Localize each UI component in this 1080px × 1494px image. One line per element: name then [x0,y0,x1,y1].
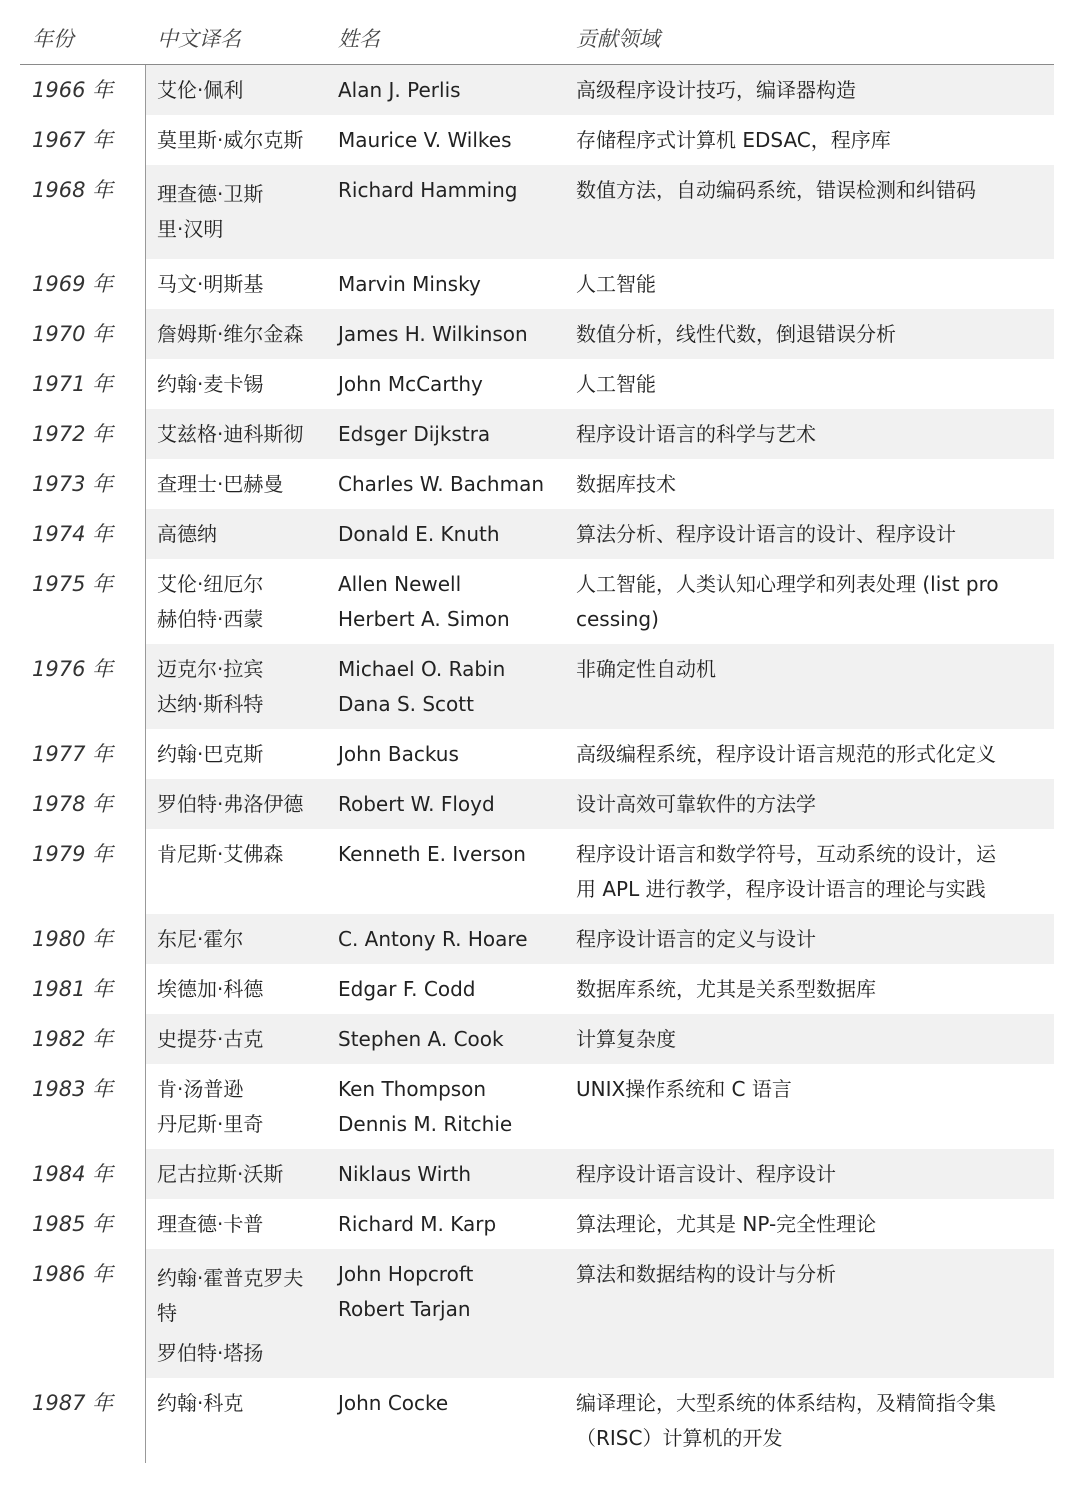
table-body [20,65,1054,1463]
field-cell [565,914,1054,964]
chinese-name-cell [146,115,327,165]
chinese-name-line: 约翰·霍普克罗夫 [157,1266,304,1290]
year-cell: 1972 年 [20,409,146,459]
table-row [20,729,1054,779]
chinese-name: 约翰·巴克斯 [157,742,264,766]
field-cell [565,309,1054,359]
year-cell: 1985 年 [20,1199,146,1249]
field-line: 程序设计语言的科学与艺术 [576,422,816,446]
header-chinese-name: 中文译名 [157,27,241,51]
person-name: Stephen A. Cook [338,1027,504,1051]
field-cell [565,1199,1054,1249]
chinese-name: 约翰·科克 [157,1391,244,1415]
name-cell [327,559,565,644]
table-row [20,779,1054,829]
field-line: 数据库技术 [576,472,676,496]
name-cell [327,644,565,729]
field-line: 编译理论，大型系统的体系结构，及精简指令集 [576,1390,996,1415]
table-row [20,259,1054,309]
chinese-name [157,177,327,247]
table-row [20,914,1054,964]
year-cell: 1967 年 [20,115,146,165]
chinese-name-cell [146,914,327,964]
field-cell [565,1064,1054,1149]
chinese-name-cell [146,409,327,459]
chinese-name: 查理士·巴赫曼 [157,472,284,496]
chinese-name-cell [146,1014,327,1064]
table-row [20,509,1054,559]
chinese-name-cell [146,1149,327,1199]
chinese-name-cell [146,729,327,779]
chinese-name-line: 里·汉明 [157,217,224,241]
name-cell [327,729,565,779]
person-name: Marvin Minsky [338,272,481,296]
field-cell [565,779,1054,829]
chinese-name-cell [146,65,327,115]
table-row [20,409,1054,459]
person-name: Allen Newell [338,572,462,596]
name-cell [327,1199,565,1249]
year-cell: 1979 年 [20,829,146,914]
person-name: Edgar F. Codd [338,977,476,1001]
chinese-name: 赫伯特·西蒙 [157,607,264,631]
field-cell [565,729,1054,779]
table-row [20,829,1054,914]
person-name: John McCarthy [338,372,483,396]
person-name: Ken Thompson [338,1077,487,1101]
chinese-name: 东尼·霍尔 [157,927,244,951]
field-cell [565,559,1054,644]
field-line: 数值方法，自动编码系统，错误检测和纠错码 [576,178,976,202]
name-cell [327,1249,565,1378]
chinese-name-cell [146,259,327,309]
name-cell [327,914,565,964]
name-cell [327,779,565,829]
table-row [20,1014,1054,1064]
year-cell: 1971 年 [20,359,146,409]
person-name: Niklaus Wirth [338,1162,471,1186]
person-name: John Cocke [338,1391,449,1415]
table-row [20,165,1054,259]
chinese-name: 迈克尔·拉宾 [157,657,264,681]
year-cell: 1973 年 [20,459,146,509]
field-cell [565,259,1054,309]
chinese-name: 达纳·斯科特 [157,692,264,716]
chinese-name-line: 理查德·卫斯 [157,182,264,206]
field-cell [565,1014,1054,1064]
chinese-name: 史提芬·古克 [157,1027,264,1051]
chinese-name-cell [146,644,327,729]
field-cell [565,829,1054,914]
year-cell: 1981 年 [20,964,146,1014]
field-cell [565,1378,1054,1463]
field-line: 数据库系统，尤其是关系型数据库 [576,977,876,1001]
person-name: Kenneth E. Iverson [338,842,526,866]
name-cell [327,409,565,459]
field-line: 人工智能 [576,372,656,396]
field-cell [565,964,1054,1014]
chinese-name: 丹尼斯·里奇 [157,1112,264,1136]
field-line: 数值分析，线性代数，倒退错误分析 [576,322,896,346]
name-cell [327,1014,565,1064]
person-name: Herbert A. Simon [338,607,510,631]
name-cell [327,1064,565,1149]
header-name: 姓名 [338,27,380,51]
person-name: Maurice V. Wilkes [338,128,512,152]
year-cell: 1984 年 [20,1149,146,1199]
chinese-name: 莫里斯·威尔克斯 [157,128,304,152]
field-cell [565,115,1054,165]
chinese-name-cell [146,309,327,359]
chinese-name: 肯尼斯·艾佛森 [157,842,284,866]
chinese-name-line: 特 [157,1301,177,1325]
chinese-name-cell [146,509,327,559]
year-cell: 1970 年 [20,309,146,359]
chinese-name: 理查德·卡普 [157,1212,264,1236]
year-cell: 1968 年 [20,165,146,259]
chinese-name-cell [146,1199,327,1249]
year-cell: 1974 年 [20,509,146,559]
chinese-name: 艾伦·佩利 [157,78,244,102]
year-cell: 1983 年 [20,1064,146,1149]
field-line: 算法分析、程序设计语言的设计、程序设计 [576,522,956,546]
chinese-name: 约翰·麦卡锡 [157,372,264,396]
chinese-name [157,1261,327,1331]
person-name: James H. Wilkinson [338,322,528,346]
table-row [20,644,1054,729]
field-cell [565,409,1054,459]
chinese-name-cell [146,165,327,259]
field-line: 程序设计语言和数学符号，互动系统的设计，运 [576,841,996,866]
field-line: 人工智能，人类认知心理学和列表处理 (list pro [576,571,999,596]
person-name: John Backus [338,742,459,766]
table-row [20,115,1054,165]
chinese-name-cell [146,829,327,914]
chinese-name: 马文·明斯基 [157,272,264,296]
turing-award-table [20,12,1054,1463]
name-cell [327,115,565,165]
chinese-name-cell [146,1249,327,1378]
year-cell: 1976 年 [20,644,146,729]
chinese-name: 肯·汤普逊 [157,1077,244,1101]
field-cell [565,65,1054,115]
chinese-name: 罗伯特·塔扬 [157,1341,264,1365]
field-cell [565,459,1054,509]
table-row [20,1064,1054,1149]
table-row [20,1199,1054,1249]
field-line: 程序设计语言的定义与设计 [576,927,816,951]
field-line: 人工智能 [576,272,656,296]
name-cell [327,309,565,359]
person-name: Robert W. Floyd [338,792,495,816]
chinese-name: 艾兹格·迪科斯彻 [157,422,304,446]
table-row [20,309,1054,359]
field-line: 设计高效可靠软件的方法学 [576,792,816,816]
field-line: 存储程序式计算机 EDSAC，程序库 [576,128,891,152]
chinese-name-cell [146,459,327,509]
year-cell: 1987 年 [20,1378,146,1463]
field-line: （RISC）计算机的开发 [576,1425,783,1450]
name-cell [327,259,565,309]
field-cell [565,1249,1054,1378]
table-row [20,1249,1054,1378]
field-cell [565,509,1054,559]
field-cell [565,644,1054,729]
field-cell [565,1149,1054,1199]
person-name: C. Antony R. Hoare [338,927,528,951]
name-cell [327,165,565,259]
name-cell [327,1149,565,1199]
field-line: cessing) [576,606,659,631]
chinese-name: 高德纳 [157,522,217,546]
field-line: 非确定性自动机 [576,657,716,681]
chinese-name-cell [146,779,327,829]
person-name: Edsger Dijkstra [338,422,491,446]
table-row [20,459,1054,509]
name-cell [327,359,565,409]
field-line: 计算复杂度 [576,1027,676,1051]
chinese-name-cell [146,1378,327,1463]
field-line: UNIX操作系统和 C 语言 [576,1077,792,1101]
table-header [20,12,1054,65]
name-cell [327,509,565,559]
field-line: 程序设计语言设计、程序设计 [576,1162,836,1186]
year-cell: 1975 年 [20,559,146,644]
person-name: Richard M. Karp [338,1212,497,1236]
chinese-name-cell [146,964,327,1014]
field-cell [565,165,1054,259]
person-name: Michael O. Rabin [338,657,506,681]
chinese-name: 詹姆斯·维尔金森 [157,322,304,346]
name-cell [327,65,565,115]
chinese-name-cell [146,359,327,409]
name-cell [327,459,565,509]
field-line: 高级编程系统，程序设计语言规范的形式化定义 [576,742,996,766]
field-line: 算法和数据结构的设计与分析 [576,1262,836,1286]
person-name: Charles W. Bachman [338,472,545,496]
field-line: 用 APL 进行教学，程序设计语言的理论与实践 [576,876,986,901]
year-cell: 1980 年 [20,914,146,964]
name-cell [327,964,565,1014]
table-row [20,359,1054,409]
chinese-name-cell [146,559,327,644]
person-name: Donald E. Knuth [338,522,500,546]
year-cell: 1969 年 [20,259,146,309]
name-cell [327,829,565,914]
field-cell [565,359,1054,409]
table-row [20,559,1054,644]
chinese-name: 尼古拉斯·沃斯 [157,1162,284,1186]
table-row [20,65,1054,115]
year-cell: 1966 年 [20,65,146,115]
year-cell: 1978 年 [20,779,146,829]
person-name: Richard Hamming [338,178,518,202]
person-name: Alan J. Perlis [338,78,461,102]
person-name: Dana S. Scott [338,692,474,716]
field-line: 算法理论，尤其是 NP-完全性理论 [576,1212,877,1236]
field-line: 高级程序设计技巧，编译器构造 [576,78,856,102]
chinese-name: 艾伦·纽厄尔 [157,572,264,596]
table-row [20,964,1054,1014]
chinese-name: 埃德加·科德 [157,977,264,1001]
table-row [20,1378,1054,1463]
year-cell: 1977 年 [20,729,146,779]
chinese-name-cell [146,1064,327,1149]
year-cell: 1986 年 [20,1249,146,1378]
header-field: 贡献领域 [576,27,660,51]
person-name: Dennis M. Ritchie [338,1112,513,1136]
header-year: 年份 [32,27,74,51]
person-name: John Hopcroft [338,1262,474,1286]
table-row [20,1149,1054,1199]
name-cell [327,1378,565,1463]
year-cell: 1982 年 [20,1014,146,1064]
person-name: Robert Tarjan [338,1297,471,1321]
chinese-name: 罗伯特·弗洛伊德 [157,792,304,816]
